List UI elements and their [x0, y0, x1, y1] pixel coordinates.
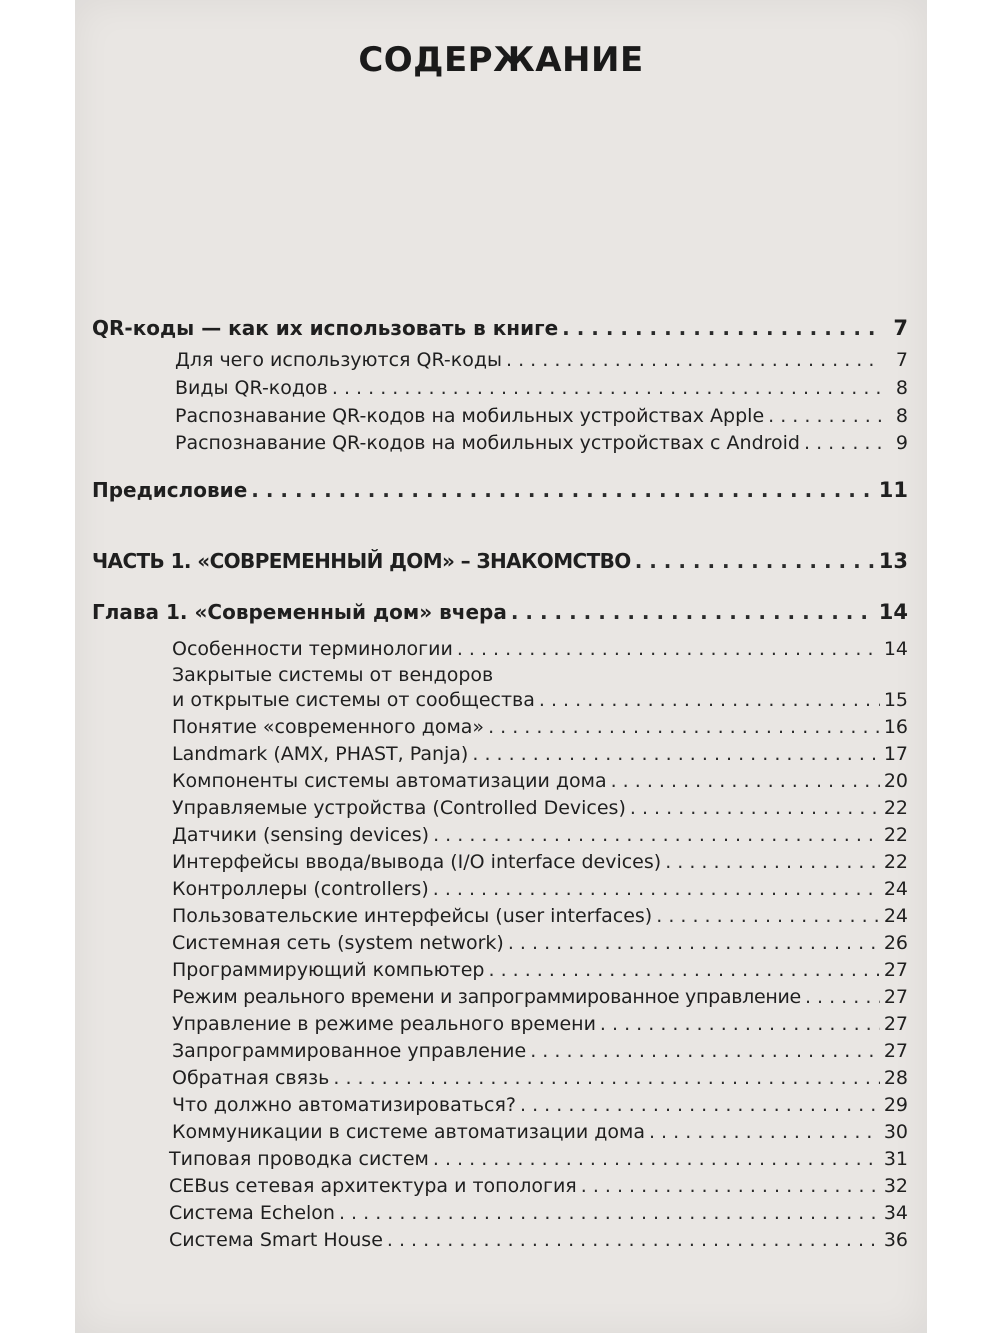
toc-entry-label: Управляемые устройства (Controlled Devices): [172, 797, 626, 819]
toc-entry[interactable]: [175, 431, 908, 455]
toc-entry-label: Для чего используются QR-коды: [175, 349, 503, 371]
toc-entry-label: Интерфейсы ввода/вывода (I/O interface devices): [172, 851, 662, 873]
toc-entry[interactable]: [172, 931, 908, 955]
toc-entry-label: Распознавание QR-кодов на мобильных устройствах Apple: [175, 405, 765, 427]
toc-entry[interactable]: [92, 316, 908, 340]
leader-dots: [488, 715, 880, 739]
leader-dots: [635, 549, 875, 573]
toc-entry-page: 7: [895, 349, 908, 371]
leader-dots: [581, 1174, 880, 1198]
leader-dots: [511, 600, 875, 624]
toc-entry-label: ЧАСТЬ 1. «СОВРЕМЕННЫЙ ДОМ» – ЗНАКОМСТВО: [92, 549, 631, 573]
leader-dots: [506, 348, 882, 372]
toc-entry-label: Что должно автоматизироваться?: [172, 1094, 516, 1116]
leader-dots: [530, 1039, 880, 1063]
toc-entry-page: 30: [883, 1121, 908, 1143]
toc-entry[interactable]: [172, 742, 908, 766]
leader-dots: [433, 823, 880, 847]
toc-entry-page: 28: [883, 1067, 908, 1089]
leader-dots: [332, 376, 882, 400]
toc-entry-page: 15: [883, 689, 908, 711]
toc-entry-page: 14: [883, 638, 908, 660]
toc-entry-page: 36: [883, 1229, 908, 1251]
toc-entry[interactable]: [172, 769, 908, 793]
toc-entry-page: 31: [883, 1148, 908, 1170]
toc-entry-line1[interactable]: [172, 663, 908, 687]
toc-entry[interactable]: [169, 1147, 908, 1171]
leader-dots: [457, 637, 880, 661]
leader-dots: [656, 904, 880, 928]
toc-entry-label: Компоненты системы автоматизации дома: [172, 770, 607, 792]
toc-entry-label: Виды QR-кодов: [175, 377, 328, 399]
leader-dots: [333, 1066, 879, 1090]
toc-entry-page: 14: [878, 600, 908, 624]
toc-entry[interactable]: [92, 600, 908, 624]
leader-dots: [600, 1012, 880, 1036]
toc-entry[interactable]: [169, 1201, 908, 1225]
toc-entry-label: Система Echelon: [169, 1202, 335, 1224]
toc-entry-label: Пользовательские интерфейсы (user interfaces): [172, 905, 653, 927]
toc-entry-page: 29: [883, 1094, 908, 1116]
toc-entry-label: Режим реального времени и запрограммированное управление: [172, 986, 801, 1008]
toc-entry[interactable]: [172, 715, 908, 739]
toc-entry-page: 7: [893, 316, 908, 340]
leader-dots: [804, 431, 882, 455]
leader-dots: [539, 688, 880, 712]
toc-entry-label: Понятие «современного дома»: [172, 716, 485, 738]
toc-entry-page: 24: [883, 878, 908, 900]
toc-entry[interactable]: [172, 850, 908, 874]
toc-entry-label: Управление в режиме реального времени: [172, 1013, 596, 1035]
toc-entry[interactable]: [169, 1228, 908, 1252]
leader-dots: [805, 985, 880, 1009]
toc-entry-page: 27: [883, 959, 908, 981]
leader-dots: [433, 877, 880, 901]
toc-entry-page: 24: [883, 905, 908, 927]
toc-entry-label: Особенности терминологии: [172, 638, 453, 660]
leader-dots: [433, 1147, 880, 1171]
leader-dots: [488, 958, 879, 982]
leader-dots: [562, 316, 882, 340]
leader-dots: [520, 1093, 880, 1117]
toc-entry-page: 13: [878, 549, 908, 573]
table-of-contents: [75, 0, 927, 1333]
leader-dots: [665, 850, 880, 874]
toc-entry-label: Контроллеры (controllers): [172, 878, 429, 900]
toc-entry[interactable]: [172, 688, 908, 712]
toc-entry[interactable]: [172, 1120, 908, 1144]
toc-entry-label: Закрытые системы от вендоров: [172, 664, 494, 686]
toc-entry[interactable]: [172, 904, 908, 928]
toc-entry-page: 8: [895, 377, 908, 399]
toc-entry-page: 22: [883, 797, 908, 819]
toc-entry[interactable]: [172, 985, 908, 1009]
toc-entry[interactable]: [172, 958, 908, 982]
leader-dots: [649, 1120, 880, 1144]
toc-entry-label: Типовая проводка систем: [169, 1148, 429, 1170]
toc-entry[interactable]: [175, 376, 908, 400]
toc-entry-page: 27: [883, 1040, 908, 1062]
toc-entry-label-continued: и открытые системы от сообщества: [172, 689, 535, 711]
toc-entry[interactable]: [172, 1093, 908, 1117]
toc-entry-label: Обратная связь: [172, 1067, 330, 1089]
toc-entry[interactable]: [172, 637, 908, 661]
toc-entry-page: 11: [878, 478, 908, 502]
toc-entry-label: Предисловие: [92, 478, 248, 502]
toc-entry[interactable]: [172, 877, 908, 901]
toc-entry-label: Датчики (sensing devices): [172, 824, 430, 846]
toc-entry-page: 34: [883, 1202, 908, 1224]
toc-entry-label: Запрограммированное управление: [172, 1040, 527, 1062]
leader-dots: [339, 1201, 880, 1225]
toc-entry-page: 16: [883, 716, 908, 738]
toc-entry[interactable]: [172, 796, 908, 820]
toc-entry-page: 22: [883, 824, 908, 846]
toc-entry[interactable]: [169, 1174, 908, 1198]
toc-entry-page: 8: [895, 405, 908, 427]
toc-entry-page: 27: [883, 1013, 908, 1035]
leader-dots: [387, 1228, 880, 1252]
toc-entry-page: 26: [883, 932, 908, 954]
toc-entry[interactable]: [175, 348, 908, 372]
toc-entry-page: 17: [883, 743, 908, 765]
toc-entry-page: 20: [883, 770, 908, 792]
toc-entry-label: Системная сеть (system network): [172, 932, 504, 954]
toc-entry[interactable]: [175, 404, 908, 428]
toc-entry[interactable]: [172, 1039, 908, 1063]
page-title: СОДЕРЖАНИЕ: [358, 40, 644, 80]
toc-entry-page: 22: [883, 851, 908, 873]
leader-dots: [251, 478, 875, 502]
toc-entry-page: 32: [883, 1175, 908, 1197]
book-page: [75, 0, 927, 1333]
toc-entry-label: Коммуникации в системе автоматизации дома: [172, 1121, 645, 1143]
toc-entry[interactable]: [172, 823, 908, 847]
toc-entry-label: Распознавание QR-кодов на мобильных устройствах с Android: [175, 432, 800, 454]
toc-entry-page: 9: [895, 432, 908, 454]
toc-entry-page: 27: [883, 986, 908, 1008]
toc-entry[interactable]: [92, 478, 908, 502]
toc-entry[interactable]: [172, 1012, 908, 1036]
toc-entry[interactable]: [92, 549, 908, 573]
toc-entry-label: QR-коды — как их использовать в книге: [92, 316, 559, 340]
leader-dots: [768, 404, 882, 428]
toc-entry-label: Программирующий компьютер: [172, 959, 485, 981]
toc-entry-label: Система Smart House: [169, 1229, 383, 1251]
toc-entry-label: Landmark (AMX, PHAST, Panja): [172, 743, 469, 765]
toc-entry-label: CEBus сетевая архитектура и топология: [169, 1175, 577, 1197]
toc-entry[interactable]: [172, 1066, 908, 1090]
leader-dots: [630, 796, 880, 820]
leader-dots: [611, 769, 880, 793]
toc-entry-label: Глава 1. «Современный дом» вчера: [92, 600, 507, 624]
leader-dots: [472, 742, 879, 766]
leader-dots: [508, 931, 880, 955]
